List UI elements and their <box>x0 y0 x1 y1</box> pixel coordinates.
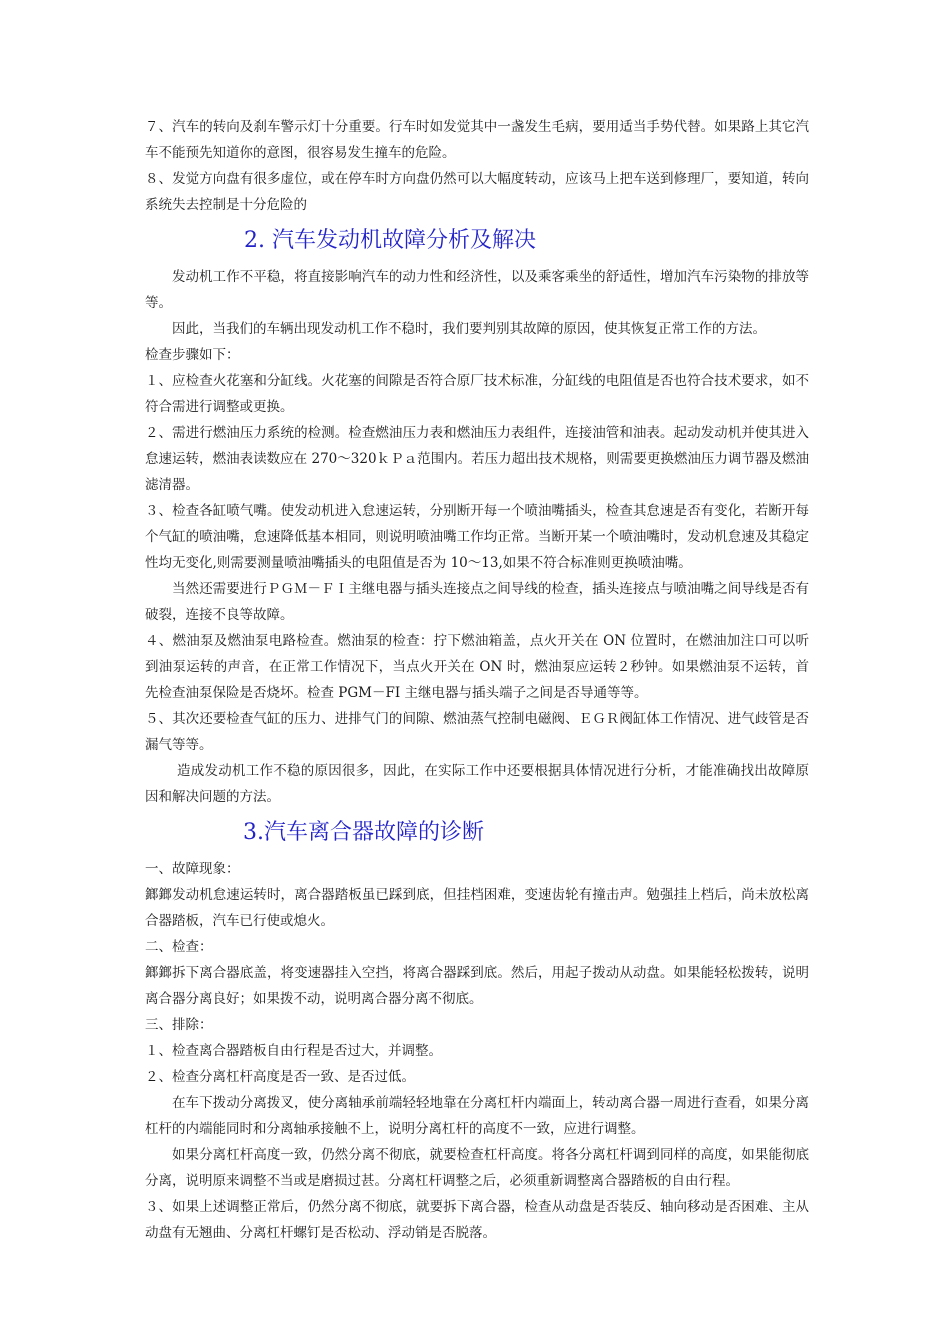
paragraph-remedy-3: ３、如果上述调整正常后，仍然分离不彻底，就要拆下离合器，检查从动盘是否装反、轴向移动是否困难、主从动盘有无翘曲、分离杠杆螺钉是否松动、浮动销是否脱落。 <box>145 1199 809 1241</box>
paragraph-inspect: 鎯鎯拆下离合器底盖，将变速器挂入空挡，将离合器踩到底。然后，用起子拨动从动盘。如果能轻松拨转，说明离合器分离良好；如果拨不动，说明离合器分离不彻底。 <box>145 965 809 1007</box>
paragraph-remedy-2: ２、检查分离杠杆高度是否一致、是否过低。 <box>145 1069 415 1085</box>
paragraph-check-steps: 检查步骤如下： <box>145 347 240 363</box>
paragraph-turn-signal: ７、汽车的转向及刹车警示灯十分重要。行车时如发觉其中一盏发生毛病，要用适当手势代替。如果路上其它汽车不能预先知道你的意图，很容易发生撞车的危险。 <box>145 119 809 161</box>
document-page <box>145 114 809 1246</box>
paragraph-engine-intro: 发动机工作不平稳，将直接影响汽车的动力性和经济性，以及乘客乘坐的舒适性，增加汽车污染物的排放等等。 <box>145 269 809 311</box>
paragraph-steering-play: ８、发觉方向盘有很多虚位，或在停车时方向盘仍然可以大幅度转动，应该马上把车送到修理厂，要知道，转向系统失去控制是十分危险的 <box>145 171 809 213</box>
paragraph-remedy-title: 三、排除： <box>145 1017 213 1033</box>
paragraph-symptom: 鎯鎯发动机怠速运转时，离合器踏板虽已踩到底，但挂档困难，变速齿轮有撞击声。勉强挂上档后，尚未放松离合器踏板，汽车已行使或熄火。 <box>145 887 809 929</box>
paragraph-step-2: ２、需进行燃油压力系统的检测。检查燃油压力表和燃油压力表组件，连接油管和油表。起动发动机并使其进入怠速运转，燃油表读数应在 270～320ｋＰａ范围内。若压力超出技术规格，则需要更换燃油压力调节器及燃油滤清器。 <box>145 425 809 493</box>
paragraph-step-1: １、应检查火花塞和分缸线。火花塞的间隙是否符合原厂技术标准，分缸线的电阻值是否也符合技术要求，如不符合需进行调整或更换。 <box>145 373 809 415</box>
paragraph-remedy-1: １、检查离合器踏板自由行程是否过大，并调整。 <box>145 1043 442 1059</box>
paragraph-engine-therefore: 因此，当我们的车辆出现发动机工作不稳时，我们要判别其故障的原因，使其恢复正常工作的方法。 <box>172 321 766 337</box>
paragraph-lever-height: 如果分离杠杆高度一致，仍然分离不彻底，就要检查杠杆高度。将各分离杠杆调到同样的高度，如果能彻底分离，说明原来调整不当或是磨损过甚。分离杠杆调整之后，必须重新调整离合器踏板的自由行程。 <box>145 1147 809 1189</box>
heading-engine-fault: 2. 汽车发动机故障分析及解决 <box>244 228 536 253</box>
paragraph-pgm-fi-wiring: 当然还需要进行ＰＧＭ－ＦＩ主继电器与插头连接点之间导线的检查，插头连接点与喷油嘴之间导线是否有破裂，连接不良等故障。 <box>145 581 809 623</box>
paragraph-step-4: ４、燃油泵及燃油泵电路检查。燃油泵的检查：拧下燃油箱盖，点火开关在 ON 位置时，在燃油加注口可以听到油泵运转的声音，在正常工作情况下，当点火开关在 ON 时，燃油泵应运转２秒钟。如果燃油泵不运转，首先检查油泵保险是否烧坏。检查 PGM－FI 主继电器与插头端子之间是否导通等等。 <box>145 633 809 701</box>
paragraph-release-fork: 在车下拨动分离拨叉，使分离轴承前端轻轻地靠在分离杠杆内端面上，转动离合器一周进行查看，如果分离杠杆的内端能同时和分离轴承接触不上，说明分离杠杆的高度不一致，应进行调整。 <box>145 1095 809 1137</box>
paragraph-symptom-title: 一、故障现象： <box>145 861 240 877</box>
paragraph-step-3: ３、检查各缸喷气嘴。使发动机进入怠速运转，分别断开每一个喷油嘴插头，检查其怠速是否有变化，若断开每个气缸的喷油嘴，怠速降低基本相同，则说明喷油嘴工作均正常。当断开某一个喷油嘴时，发动机怠速及其稳定性均无变化,则需要测量喷油嘴插头的电阻值是否为 10～13,如果不符合标准则更换喷油嘴。 <box>145 503 809 571</box>
heading-clutch-diagnosis: 3.汽车离合器故障的诊断 <box>243 820 484 845</box>
paragraph-engine-conclusion: 造成发动机工作不稳的原因很多，因此，在实际工作中还要根据具体情况进行分析，才能准确找出故障原因和解决问题的方法。 <box>145 763 809 805</box>
paragraph-inspect-title: 二、检查： <box>145 939 213 955</box>
paragraph-step-5: ５、其次还要检查气缸的压力、进排气门的间隙、燃油蒸气控制电磁阀、ＥＧＲ阀缸体工作情况、进气歧管是否漏气等等。 <box>145 711 809 753</box>
